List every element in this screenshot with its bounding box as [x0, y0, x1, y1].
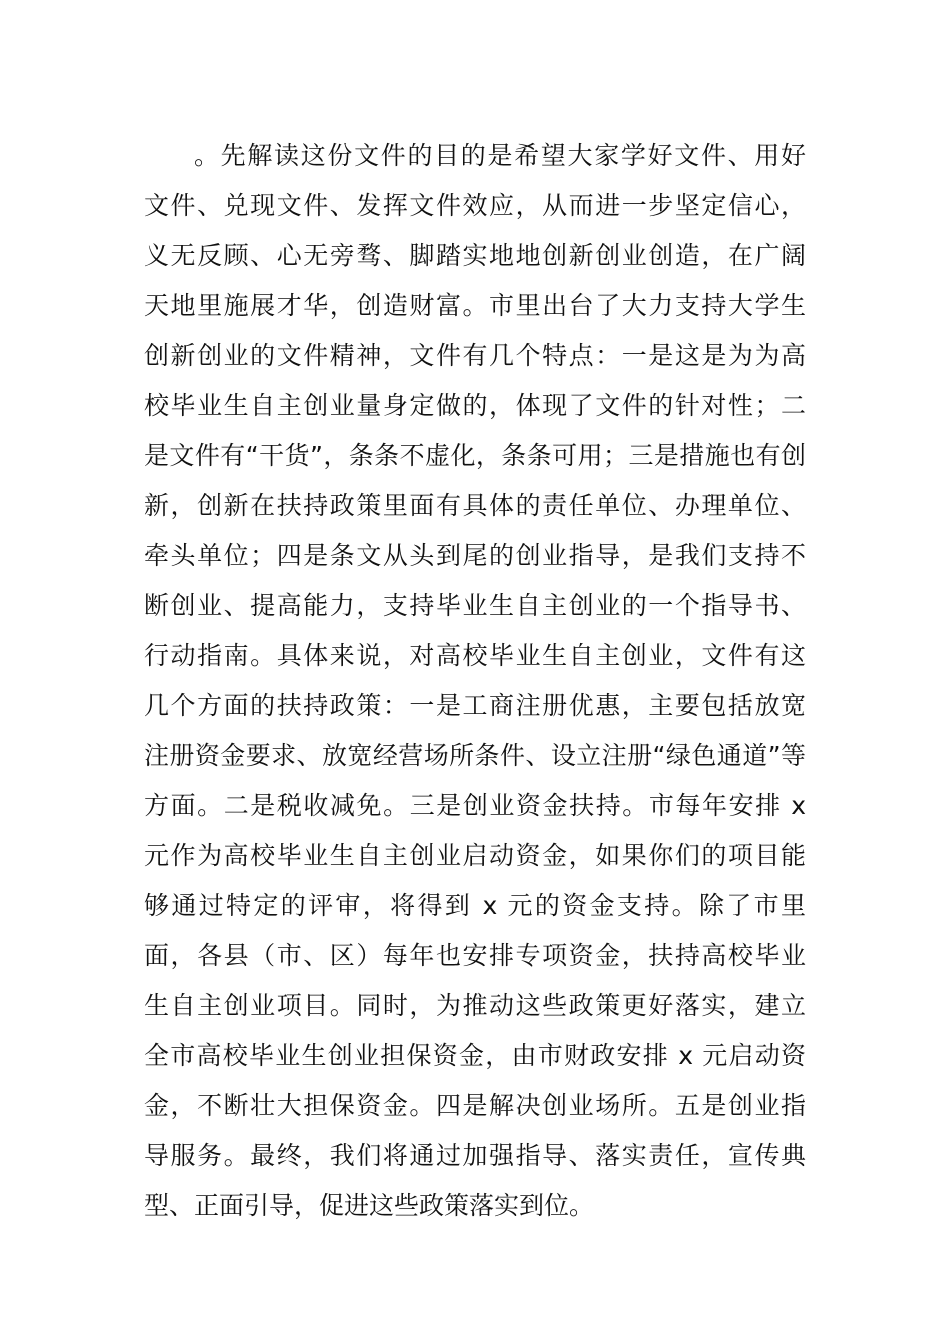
- paragraph-line: 全市高校毕业生创业担保资金，由市财政安排 x 元启动资: [144, 1041, 806, 1070]
- paragraph-line: 是文件有“干货”，条条不虚化，条条可用；三是措施也有创: [144, 441, 806, 470]
- paragraph-line: 导服务。最终，我们将通过加强指导、落实责任，宣传典: [144, 1141, 806, 1170]
- paragraph-line: 牵头单位；四是条文从头到尾的创业指导，是我们支持不: [144, 541, 806, 570]
- paragraph-line: 注册资金要求、放宽经营场所条件、设立注册“绿色通道”等: [144, 741, 806, 770]
- paragraph-line: 新，创新在扶持政策里面有具体的责任单位、办理单位、: [144, 491, 806, 520]
- paragraph-line: 行动指南。具体来说，对高校毕业生自主创业，文件有这: [144, 641, 806, 670]
- paragraph-line: 断创业、提高能力，支持毕业生自主创业的一个指导书、: [144, 591, 806, 620]
- paragraph-line: 元作为高校毕业生自主创业启动资金，如果你们的项目能: [144, 841, 806, 870]
- paragraph-line: 校毕业生自主创业量身定做的，体现了文件的针对性；二: [144, 391, 806, 420]
- paragraph-line: 够通过特定的评审，将得到 x 元的资金支持。除了市里: [144, 891, 806, 920]
- paragraph-line: 。先解读这份文件的目的是希望大家学好文件、用好: [194, 141, 806, 170]
- paragraph-line: 型、正面引导，促进这些政策落实到位。: [144, 1191, 595, 1220]
- paragraph-line: 义无反顾、心无旁骛、脚踏实地地创新创业创造，在广阔: [144, 241, 806, 270]
- paragraph-line: 面，各县（市、区）每年也安排专项资金，扶持高校毕业: [144, 941, 806, 970]
- paragraph-line: 几个方面的扶持政策：一是工商注册优惠，主要包括放宽: [144, 691, 806, 720]
- paragraph-line: 生自主创业项目。同时，为推动这些政策更好落实，建立: [144, 991, 806, 1020]
- paragraph-line: 金，不断壮大担保资金。四是解决创业场所。五是创业指: [144, 1091, 806, 1120]
- paragraph-line: 方面。二是税收减免。三是创业资金扶持。市每年安排 x: [144, 791, 806, 820]
- body-paragraph: [144, 131, 806, 1231]
- paragraph-line: 创新创业的文件精神，文件有几个特点：一是这是为为高: [144, 341, 806, 370]
- paragraph-line: 文件、兑现文件、发挥文件效应，从而进一步坚定信心，: [144, 191, 806, 220]
- paragraph-line: 天地里施展才华，创造财富。市里出台了大力支持大学生: [144, 291, 806, 320]
